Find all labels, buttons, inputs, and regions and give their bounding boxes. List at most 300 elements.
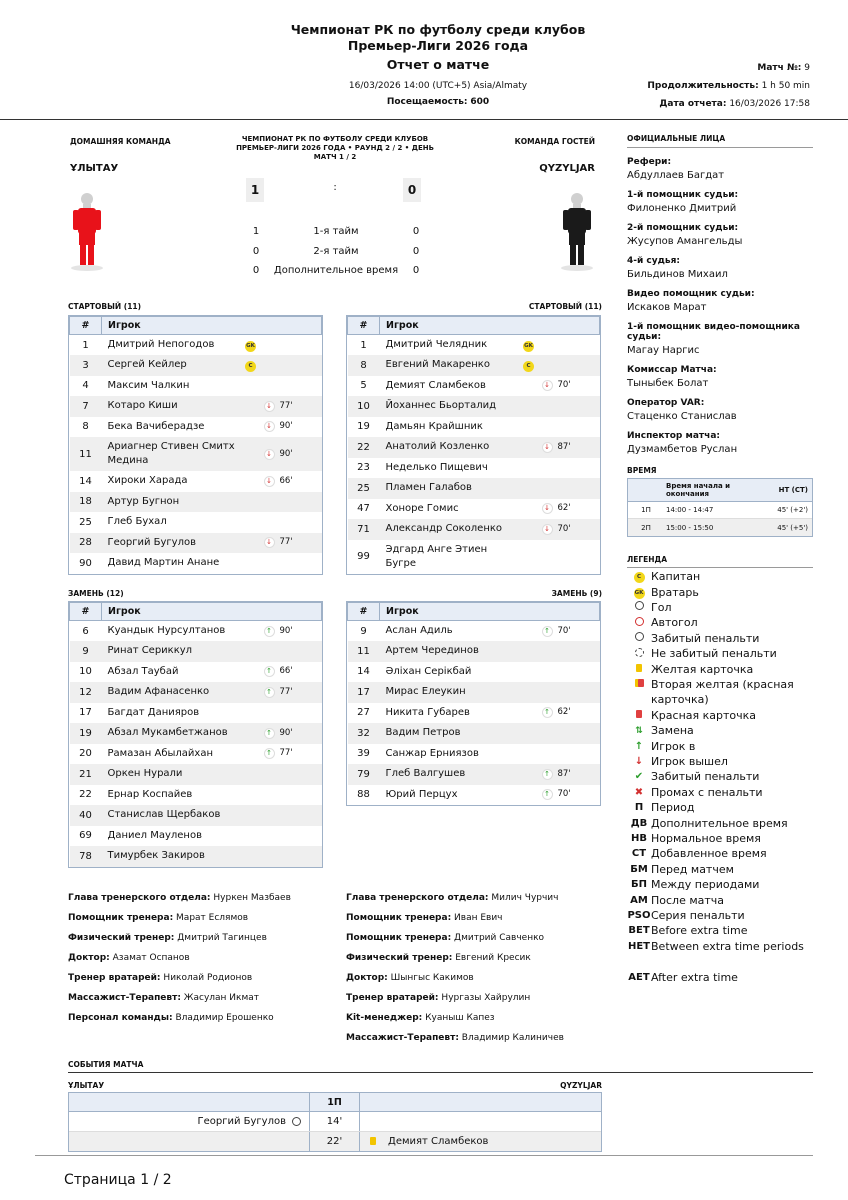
table-header	[70, 317, 322, 335]
player-name: Багдат Данияров	[107, 706, 200, 718]
player-event-cell	[542, 458, 600, 479]
home-staff	[68, 888, 291, 1028]
substitution-icon: ⇅	[635, 726, 643, 737]
player-name: Йоханнес Бьорталид	[380, 396, 516, 417]
player-name: Глеб Валгушев	[380, 764, 516, 785]
player-event-cell	[542, 621, 600, 642]
staff-name: Жасулан Икмат	[183, 993, 260, 1003]
player-out-icon: ↓	[264, 537, 275, 548]
away-team-label: КОМАНДА ГОСТЕЙ	[514, 137, 595, 146]
player-mark-cell	[516, 437, 542, 458]
official-name: Тыныбек Болат	[627, 378, 709, 389]
player-number: 19	[357, 421, 370, 433]
legend-label: Серия пенальти	[651, 909, 745, 922]
player-number: 88	[357, 789, 370, 801]
legend-list	[627, 569, 817, 985]
player-name: Ернар Коспайев	[107, 788, 193, 800]
legend-abbreviation: СТ	[631, 848, 647, 860]
player-name: Ринат Сериккул	[102, 641, 238, 662]
player-mark-cell	[238, 492, 264, 513]
legend-label: Игрок в	[651, 739, 696, 753]
player-mark-cell	[516, 519, 542, 540]
player-in-icon: ↑	[542, 626, 553, 637]
staff-member	[68, 968, 291, 988]
player-number: 20	[79, 748, 92, 760]
table-row	[70, 355, 322, 376]
staff-name: Дмитрий Тагинцев	[177, 933, 267, 943]
competition-line1: ЧЕМПИОНАТ РК ПО ФУТБОЛУ СРЕДИ КЛУБОВ	[241, 135, 429, 143]
col-player: Игрок	[102, 317, 322, 335]
player-number: 25	[348, 478, 380, 499]
player-number: 1	[82, 339, 89, 351]
legend-item	[627, 600, 817, 615]
player-number: 10	[79, 666, 92, 678]
player-mark-cell	[238, 335, 264, 356]
away-starting-label: СТАРТОВЫЙ (11)	[528, 302, 602, 311]
player-event-cell	[264, 471, 322, 492]
page-number: Страница 1 / 2	[64, 1172, 172, 1188]
home-starting-table	[68, 315, 323, 575]
goal-icon	[627, 601, 651, 613]
legend-label: Нормальное время	[651, 832, 761, 846]
substitution-minute: 90'	[279, 727, 293, 738]
player-mark-cell	[516, 703, 542, 724]
duration-label: Продолжительность:	[647, 81, 759, 91]
legend-item	[627, 908, 817, 923]
period-label: 2-я тайм	[313, 245, 359, 257]
player-event-cell	[542, 723, 600, 744]
player-number: 22	[79, 789, 92, 801]
time-ht: 45' (+2')	[777, 506, 808, 514]
player-number: 5	[360, 380, 367, 392]
substitution-minute: 90'	[279, 625, 293, 636]
period-home: 1	[252, 226, 260, 238]
table-row	[70, 662, 322, 683]
player-event-cell	[264, 641, 322, 662]
official-role: Рефери:	[627, 157, 672, 167]
legend-item	[627, 846, 817, 861]
player-mark-cell	[516, 335, 542, 356]
staff-name: Николай Родионов	[163, 973, 253, 983]
player-event-cell	[542, 499, 600, 520]
legend-label: Забитый пенальти	[651, 631, 760, 645]
player-number: 23	[357, 462, 370, 474]
official-entry	[627, 289, 817, 313]
legend-abbreviation: HET	[627, 940, 651, 952]
player-name: Санжар Ерниязов	[385, 747, 479, 759]
player-event-cell	[264, 437, 322, 471]
player-event-cell	[542, 478, 600, 499]
events-home-team: ҰЛЫТАУ	[68, 1081, 105, 1090]
col-player: Игрок	[380, 603, 600, 621]
competition-line3: МАТЧ 1 / 2	[313, 153, 357, 161]
staff-member	[346, 968, 564, 988]
player-event-cell	[542, 417, 600, 438]
report-date	[659, 99, 810, 109]
player-name: Хироки Харада	[107, 475, 188, 487]
official-role: Инспектор матча:	[627, 431, 720, 441]
legend-divider	[627, 567, 813, 568]
player-out-icon: ↓	[542, 524, 553, 535]
legend-label: Гол	[651, 600, 672, 614]
player-number: 1	[360, 339, 367, 351]
staff-member	[346, 888, 564, 908]
player-out-icon: ↓	[264, 401, 275, 412]
events-divider	[68, 1072, 813, 1073]
officials-list	[627, 157, 817, 464]
table-row	[70, 533, 322, 554]
staff-role: Массажист-Терапевт:	[346, 1033, 459, 1043]
player-mark-cell	[516, 744, 542, 765]
substitution-minute: 77'	[279, 400, 293, 411]
staff-member	[68, 928, 291, 948]
goalkeeper-icon: GK	[523, 341, 534, 352]
away-starting-table	[346, 315, 601, 575]
substitution-minute: 87'	[557, 768, 571, 779]
attendance-value: 600	[470, 97, 490, 107]
player-event-cell	[264, 723, 322, 744]
player-out-icon: ↓	[634, 756, 644, 768]
player-mark-cell	[516, 540, 542, 574]
substitution-minute: 70'	[557, 625, 571, 636]
time-row	[628, 519, 812, 536]
substitution-minute: 70'	[557, 380, 571, 391]
player-mark-cell	[516, 785, 542, 806]
player-mark-cell	[516, 458, 542, 479]
legend-label: Желтая карточка	[651, 662, 754, 676]
penalty-missed-icon	[627, 648, 651, 660]
player-number: 39	[357, 748, 370, 760]
time-ht: 45' (+5')	[777, 523, 808, 532]
player-event-cell	[542, 355, 600, 376]
table-row	[70, 805, 322, 826]
home-subs-table	[68, 601, 323, 868]
player-name: Аслан Адиль	[385, 625, 453, 636]
player-mark-cell	[516, 723, 542, 744]
player-event-cell	[264, 826, 322, 847]
goal-icon	[292, 1117, 301, 1126]
table-row	[70, 682, 322, 703]
competition-line2: ПРЕМЬЕР-ЛИГИ 2026 ГОДА • РАУНД 2 / 2 • ДЕНЬ	[236, 144, 434, 152]
table-row	[70, 335, 322, 356]
table-row	[70, 826, 322, 847]
legend-section-label: ЛЕГЕНДА	[627, 555, 668, 564]
substitution-minute: 70'	[557, 789, 571, 800]
staff-name: Шынгыс Какимов	[390, 973, 474, 983]
player-mark-cell	[238, 764, 264, 785]
player-number: 79	[348, 764, 380, 785]
legend-item	[627, 754, 817, 769]
player-event-cell	[264, 335, 322, 356]
player-mark-cell	[238, 785, 264, 806]
legend-label: Дополнительное время	[651, 816, 788, 830]
player-event-cell	[264, 846, 322, 867]
captain-icon: C	[627, 570, 651, 583]
home-kit-icon	[70, 190, 104, 272]
official-role: Комиссар Матча:	[627, 365, 717, 375]
player-event-cell	[264, 682, 322, 703]
player-event-cell	[542, 641, 600, 662]
official-name: Дузмамбетов Руслан	[627, 444, 738, 455]
player-event-cell	[264, 785, 322, 806]
staff-name: Милич Чурчич	[491, 893, 559, 903]
official-role: Оператор VAR:	[627, 398, 705, 408]
period-row	[246, 222, 426, 242]
staff-role: Физический тренер:	[68, 933, 175, 943]
table-row	[70, 703, 322, 724]
captain-icon: C	[245, 361, 256, 372]
away-subs-table	[346, 601, 601, 806]
table-row	[348, 764, 600, 785]
staff-role: Физический тренер:	[346, 953, 453, 963]
period-row	[246, 261, 426, 281]
player-mark-cell	[238, 355, 264, 376]
cross-icon: ✖	[634, 786, 644, 798]
player-name: Никита Губарев	[385, 706, 470, 718]
table-row	[70, 764, 322, 785]
table-row	[70, 396, 322, 417]
player-name: Артем Черединов	[380, 641, 516, 662]
table-row	[70, 785, 322, 806]
player-name: Оркен Нурали	[102, 764, 238, 785]
substitution-minute: 90'	[279, 421, 293, 432]
official-name: Абдуллаев Багдат	[627, 170, 725, 181]
home-subs-label: ЗАМЕНЬ (12)	[68, 589, 124, 598]
table-row	[70, 376, 322, 397]
period-row	[246, 242, 426, 262]
legend-item	[627, 646, 817, 661]
player-mark-cell	[516, 417, 542, 438]
table-row	[348, 682, 600, 703]
player-event-cell	[264, 417, 322, 438]
player-mark-cell	[238, 471, 264, 492]
legend-label: Между периодами	[651, 878, 760, 892]
player-name: Дмитрий Непогодов	[107, 339, 215, 350]
second-yellow-icon	[627, 677, 651, 692]
period-home: 0	[252, 265, 260, 277]
legend-label: Промах с пенальти	[651, 785, 763, 799]
event-row	[69, 1132, 601, 1152]
player-name: Сергей Кейлер	[102, 355, 238, 376]
substitution-minute: 62'	[557, 503, 571, 514]
legend-label: After extra time	[651, 970, 738, 984]
player-mark-cell	[516, 376, 542, 397]
player-mark-cell	[238, 703, 264, 724]
player-name: Анатолий Козленко	[380, 437, 516, 458]
player-event-cell	[542, 437, 600, 458]
period-away: 0	[412, 245, 420, 257]
player-number: 27	[357, 707, 370, 719]
player-number: 9	[360, 625, 367, 637]
table-row	[348, 478, 600, 499]
legend-item	[627, 769, 817, 784]
home-starting-label: СТАРТОВЫЙ (11)	[68, 302, 142, 311]
player-mark-cell	[516, 764, 542, 785]
staff-role: Доктор:	[346, 973, 388, 983]
player-mark-cell	[238, 723, 264, 744]
player-event-cell	[542, 396, 600, 417]
period-scores	[246, 222, 426, 281]
legend-label: Забитый пенальти	[651, 770, 760, 784]
player-number: 25	[79, 516, 92, 528]
player-name: Неделько Пищевич	[385, 461, 488, 473]
player-mark-cell	[238, 553, 264, 574]
player-name: Куандык Нурсултанов	[107, 625, 226, 636]
event-home-player: Георгий Бугулов	[197, 1115, 286, 1127]
away-score: 0	[403, 178, 421, 202]
home-team-name: ҰЛЫТАУ	[70, 163, 119, 174]
yellow-card-icon	[370, 1137, 376, 1145]
staff-name: Евгений Кресик	[455, 953, 531, 963]
table-row	[348, 335, 600, 356]
player-out-icon: ↓	[264, 421, 275, 432]
staff-role: Глава тренерского отдела:	[346, 893, 489, 903]
player-number: 69	[79, 830, 92, 842]
player-event-cell	[264, 621, 322, 642]
legend-item	[627, 800, 817, 815]
player-mark-cell	[516, 355, 542, 376]
player-in-icon: ↑	[634, 740, 644, 752]
official-entry	[627, 157, 817, 181]
player-number: 11	[70, 437, 102, 471]
legend-label: Игрок вышел	[651, 755, 728, 769]
substitution-minute: 87'	[557, 441, 571, 452]
duration	[647, 81, 810, 91]
staff-name: Владимир Калиничев	[461, 1033, 564, 1043]
player-event-cell	[264, 662, 322, 683]
legend-item	[627, 970, 817, 985]
table-row	[348, 499, 600, 520]
legend-label: Период	[651, 801, 695, 815]
table-row	[70, 417, 322, 438]
event-minute: 14'	[309, 1112, 360, 1131]
competition-info	[230, 135, 440, 162]
official-entry	[627, 190, 817, 214]
player-in-icon: ↑	[542, 707, 553, 718]
table-row	[348, 540, 600, 574]
player-event-cell	[542, 519, 600, 540]
staff-member	[68, 948, 291, 968]
away-team-name: QYZYLJAR	[539, 163, 595, 174]
player-number: 40	[70, 805, 102, 826]
player-name: Рамазан Абылайхан	[107, 747, 213, 759]
staff-member	[346, 1008, 564, 1028]
col-player: Игрок	[380, 317, 600, 335]
player-event-cell	[542, 540, 600, 574]
staff-role: Глава тренерского отдела:	[68, 893, 211, 903]
player-mark-cell	[516, 499, 542, 520]
report-title-line3: Отчет о матче	[386, 57, 490, 72]
event-home	[69, 1116, 309, 1127]
legend-item	[627, 723, 817, 738]
player-event-cell	[264, 744, 322, 765]
official-role: Видео помощник судьи:	[627, 289, 755, 299]
player-name: Абзал Таубай	[107, 665, 179, 677]
staff-role: Kit-менеджер:	[346, 1013, 423, 1023]
player-number: 28	[70, 533, 102, 554]
legend-label: Красная карточка	[651, 708, 757, 722]
player-number: 7	[70, 396, 102, 417]
legend-item	[627, 739, 817, 754]
yellow-card-icon	[627, 664, 651, 675]
staff-role: Доктор:	[68, 953, 110, 963]
player-event-cell	[542, 662, 600, 683]
player-name: Артур Бугнон	[102, 492, 238, 513]
table-row	[348, 458, 600, 479]
time-col-ht: HT (СТ)	[778, 486, 808, 494]
staff-role: Тренер вратарей:	[68, 973, 161, 983]
legend-abbreviation: AET	[628, 971, 650, 983]
staff-name: Марат Еслямов	[176, 913, 249, 923]
time-range: 15:00 - 15:50	[666, 523, 714, 532]
player-mark-cell	[238, 682, 264, 703]
staff-role: Помощник тренера:	[346, 913, 452, 923]
legend-abbreviation: BET	[628, 925, 650, 937]
player-mark-cell	[238, 417, 264, 438]
table-row	[70, 437, 322, 471]
player-event-cell	[542, 744, 600, 765]
player-event-cell	[264, 396, 322, 417]
player-name: Станислав Щербаков	[102, 805, 238, 826]
legend-label: Before extra time	[651, 924, 748, 938]
player-number: 47	[357, 503, 370, 515]
col-number: #	[348, 603, 380, 621]
player-mark-cell	[238, 376, 264, 397]
table-row	[70, 846, 322, 867]
player-number: 8	[82, 421, 89, 433]
attendance-label: Посещаемость:	[386, 97, 468, 107]
table-header	[70, 603, 322, 621]
player-name: Евгений Макаренко	[380, 355, 516, 376]
legend-item	[627, 785, 817, 800]
legend-label: Не забитый пенальти	[651, 647, 777, 661]
table-row	[348, 641, 600, 662]
player-name: Пламен Галабов	[380, 478, 516, 499]
player-in-icon: ↑	[264, 666, 275, 677]
player-number: 4	[82, 380, 89, 392]
footer-divider	[35, 1155, 813, 1156]
col-number: #	[70, 317, 102, 335]
player-mark-cell	[238, 512, 264, 533]
legend-item	[627, 892, 817, 907]
official-name: Магау Наргис	[627, 345, 700, 356]
player-event-cell	[542, 335, 600, 356]
player-number: 11	[348, 641, 380, 662]
table-row	[70, 512, 322, 533]
legend-abbreviation: БМ	[630, 863, 648, 875]
table-row	[348, 396, 600, 417]
official-role: 1-й помощник видео-помощника судьи:	[627, 322, 800, 342]
event-away	[360, 1136, 601, 1147]
staff-member	[346, 928, 564, 948]
event-minute: 22'	[309, 1132, 360, 1152]
events-header	[69, 1093, 601, 1112]
player-mark-cell	[238, 744, 264, 765]
legend-abbreviation: БП	[631, 879, 647, 891]
table-row	[70, 492, 322, 513]
player-mark-cell	[238, 805, 264, 826]
player-event-cell	[264, 703, 322, 724]
player-name: Дмитрий Челядник	[385, 339, 488, 350]
table-row	[70, 471, 322, 492]
duration-value: 1 h 50 min	[761, 81, 810, 91]
official-entry	[627, 322, 817, 356]
player-name: Давид Мартин Анане	[107, 557, 220, 569]
player-number: 3	[70, 355, 102, 376]
official-name: Бильдинов Михаил	[627, 269, 728, 280]
penalty-scored-icon	[627, 632, 651, 644]
player-name: Демият Сламбеков	[385, 379, 486, 391]
